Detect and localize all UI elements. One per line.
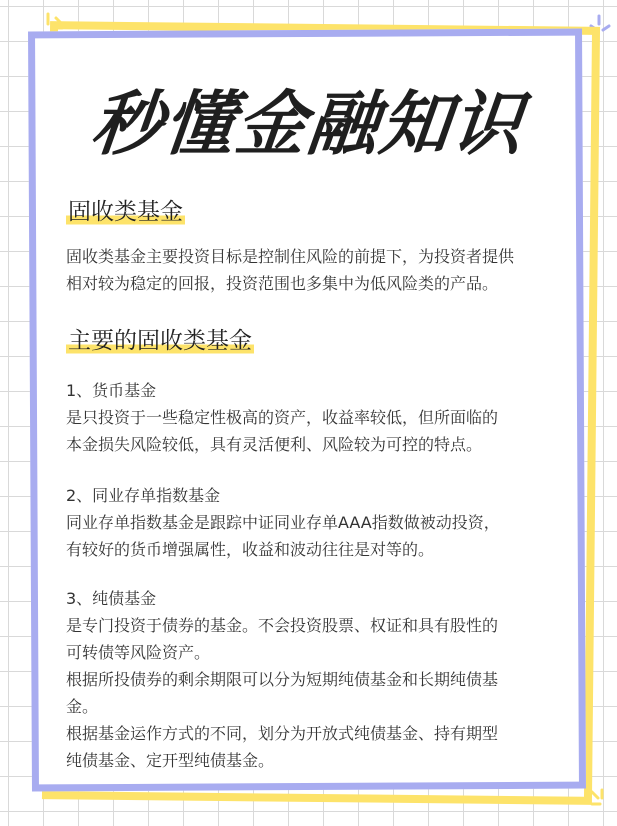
card-content <box>44 40 572 780</box>
page-title: 秒懂金融知识 <box>87 83 529 165</box>
item-title-ncd-index-fund: 2、同业存单指数基金 <box>66 486 221 505</box>
section-heading-fixed-income: 固收类基金 <box>68 199 183 225</box>
item-body-pure-bond-fund: 是专门投资于债券的基金。不会投资股票、权证和具有股性的 可转债等风险资产。 根据所投债券的剩余期限可以分为短期纯债基金和长期纯债基 金。 根据基金运作方式的不同，划分为开放式纯债基金、持有期型 纯债基金、定开型纯债基金。 <box>66 616 499 770</box>
item-title-money-fund: 1、货币基金 <box>66 381 157 400</box>
item-body-money-fund: 是只投资于一些稳定性极高的资产，收益率较低，但所面临的 本金损失风险较低，具有灵活便利、风险较为可控的特点。 <box>66 408 499 454</box>
item-body-ncd-index-fund: 同业存单指数基金是跟踪中证同业存单AAA指数做被动投资， 有较好的货币增强属性，收益和波动往往是对等的。 <box>66 513 500 559</box>
section-body-fixed-income: 固收类基金主要投资目标是控制住风险的前提下，为投资者提供 相对较为稳定的回报，投资范围也多集中为低风险类的产品。 <box>66 247 515 293</box>
item-title-pure-bond-fund: 3、纯债基金 <box>66 589 157 608</box>
section-heading-main-funds: 主要的固收类基金 <box>68 328 252 354</box>
